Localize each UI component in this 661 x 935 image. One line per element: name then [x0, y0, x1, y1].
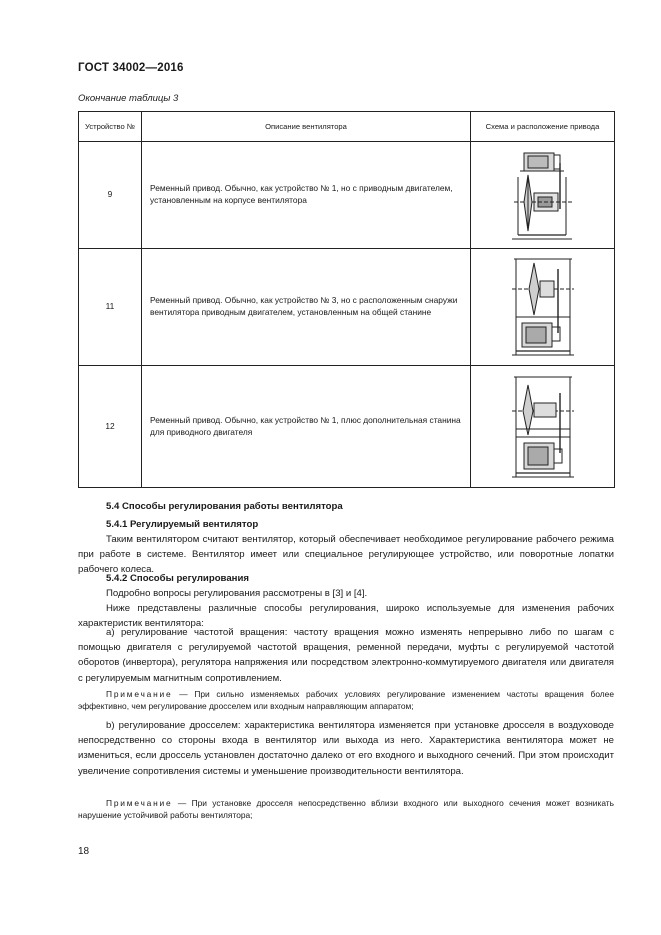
fan-belt-drive-icon: [508, 149, 578, 241]
table-row: [79, 366, 615, 488]
note-1: [78, 688, 614, 712]
standard-title: ГОСТ 34002—2016: [78, 62, 184, 74]
list-item-speed-control: а) регулирование частотой вращения: частоту вращения можно изменять непрерывно либо по шагам с помощью двигателя с регулируемой частотой вращения, ременной передачи, муфты с регулируемой частотой оборотов (инвертора), регулятора напряжения или посредством электронно-коммутируемого двигателя или двигателя с регулируемым магнитным сопротивлением.: [78, 627, 614, 684]
fan-belt-drive-icon: [510, 373, 576, 481]
device-number: 12: [79, 366, 142, 488]
note-text: — При установке дросселя непосредственно вблизи входного или выходного сечения может возникать нарушение устойчивой работы вентилятора;: [78, 798, 614, 820]
arrangement-table: [78, 111, 615, 488]
subsection-heading-5-4-1: 5.4.1 Регулируемый вентилятор: [106, 519, 259, 530]
note-text: — При сильно изменяемых рабочих условиях регулирование изменением частоты вращения более эффективно, чем регулирование дросселем или входным направляющим аппаратом;: [78, 689, 614, 711]
note-label: Примечание: [106, 798, 173, 808]
note-label: Примечание: [106, 689, 173, 699]
paragraph-references: Подробно вопросы регулирования рассмотрены в [3] и [4].: [106, 588, 368, 599]
paragraph-5-4-1: Таким вентилятором считают вентилятор, который обеспечивает необходимое регулирование рабочего режима при работе в системе. Вентилятор имеет или специальное регулирующее устройство, или поворотные лопатки рабочего колеса.: [78, 534, 614, 576]
fan-belt-drive-icon: [510, 255, 576, 359]
table-header-row: [79, 112, 615, 142]
column-header-diagram: Схема и расположение привода: [471, 112, 615, 142]
device-number: 11: [79, 249, 142, 366]
list-item-damper-control: b) регулирование дросселем: характеристика вентилятора изменяется при установке дросселя в воздуховоде непосредственно со стороны входа в вентилятор или выхода из него. Характеристика вентилятора может не измениться, если дроссель установлен достаточно далеко от его входного и выходного сечений. При этом происходит увеличение сопротивления системы и уменьшение производительности вентилятора.: [78, 720, 614, 777]
arrangement-12-diagram: [471, 366, 615, 488]
device-number: 9: [79, 142, 142, 249]
page-number: 18: [78, 846, 90, 857]
device-description: Ременный привод. Обычно, как устройство № 1, плюс дополнительная станина для приводного двигателя: [142, 366, 471, 488]
device-description: Ременный привод. Обычно, как устройство № 3, но с расположенным снаружи вентилятора приводным двигателем, установленным на общей станине: [142, 249, 471, 366]
arrangement-9-diagram: [471, 142, 615, 249]
note-2: [78, 797, 614, 821]
arrangement-11-diagram: [471, 249, 615, 366]
table-caption: Окончание таблицы 3: [78, 93, 179, 104]
device-description: Ременный привод. Обычно, как устройство № 1, но с приводным двигателем, установленным на корпусе вентилятора: [142, 142, 471, 249]
column-header-description: Описание вентилятора: [142, 112, 471, 142]
table-row: [79, 249, 615, 366]
subsection-heading-5-4-2: 5.4.2 Способы регулирования: [106, 573, 249, 584]
table-row: [79, 142, 615, 249]
section-heading-5-4: 5.4 Способы регулирования работы вентилятора: [106, 501, 343, 512]
column-header-number: Устройство №: [79, 112, 142, 142]
paragraph-methods-intro: Ниже представлены различные способы регулирования, широко используемые для изменения рабочих характеристик вентилятора:: [78, 603, 614, 630]
